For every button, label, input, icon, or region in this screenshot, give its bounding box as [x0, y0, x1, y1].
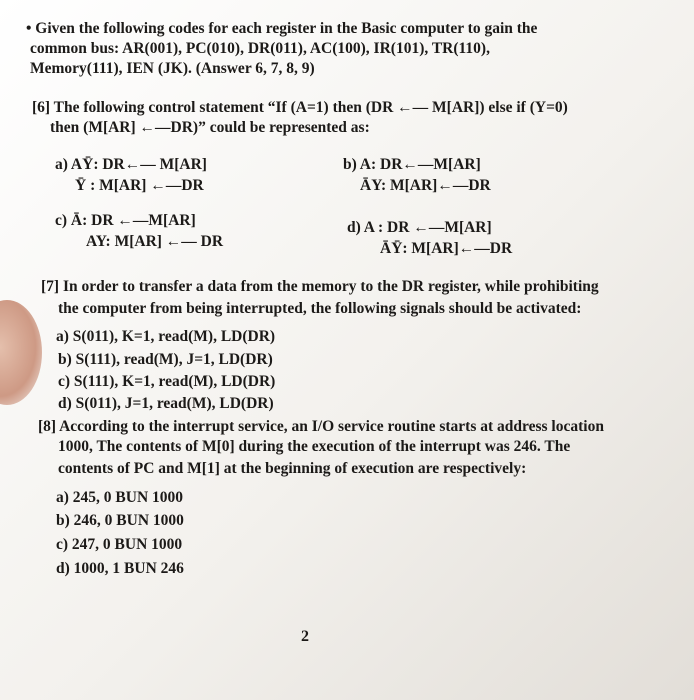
q7-stem-1: [7] In order to transfer a data from the memory to the DR register, while prohibiting	[41, 278, 599, 295]
q6-option-d-line-2: ĀȲ: M[AR]←—DR	[380, 240, 513, 257]
q8-stem-2: 1000, The contents of M[0] during the execution of the interrupt was 246. The	[58, 438, 571, 455]
q6-stem-1: [6] The following control statement “If (A=1) then (DR ←— M[AR]) else if (Y=0)	[32, 99, 568, 116]
intro-line-3: Memory(111), IEN (JK). (Answer 6, 7, 8, 9)	[30, 60, 315, 77]
q7-option-b: b) S(111), read(M), J=1, LD(DR)	[58, 351, 273, 368]
q7-option-c: c) S(111), K=1, read(M), LD(DR)	[58, 373, 276, 390]
q6-option-c-line-1: c) Ā: DR ←—M[AR]	[55, 212, 196, 229]
q8-option-d: d) 1000, 1 BUN 246	[56, 560, 184, 577]
q7-stem-2: the computer from being interrupted, the following signals should be activated:	[58, 300, 582, 317]
q8-option-a: a) 245, 0 BUN 1000	[56, 489, 184, 506]
q8-stem-1: [8] According to the interrupt service, an I/O service routine starts at address location	[38, 418, 604, 435]
q6-option-a-line-1: a) AȲ: DR←— M[AR]	[55, 156, 207, 173]
q6-option-b-line-2: ĀY: M[AR]←—DR	[360, 177, 491, 194]
q8-option-b: b) 246, 0 BUN 1000	[56, 512, 184, 529]
q6-option-a-line-2: Ȳ : M[AR] ←—DR	[75, 177, 204, 194]
intro-line-2: common bus: AR(001), PC(010), DR(011), AC(100), IR(101), TR(110),	[30, 40, 490, 57]
q8-option-c: c) 247, 0 BUN 1000	[56, 536, 183, 553]
q8-stem-3: contents of PC and M[1] at the beginning of execution are respectively:	[58, 460, 527, 477]
q6-option-b-line-1: b) A: DR←—M[AR]	[343, 156, 481, 173]
q6-option-d-line-1: d) A : DR ←—M[AR]	[347, 219, 492, 236]
page-number: 2	[301, 628, 309, 645]
q6-stem-2: then (M[AR] ←—DR)” could be represented as:	[50, 119, 370, 136]
q7-option-a: a) S(011), K=1, read(M), LD(DR)	[56, 328, 276, 345]
q6-option-c-line-2: AY: M[AR] ←— DR	[86, 233, 224, 250]
q7-option-d: d) S(011), J=1, read(M), LD(DR)	[58, 395, 274, 412]
intro-line-1: • Given the following codes for each register in the Basic computer to gain the	[26, 20, 538, 37]
